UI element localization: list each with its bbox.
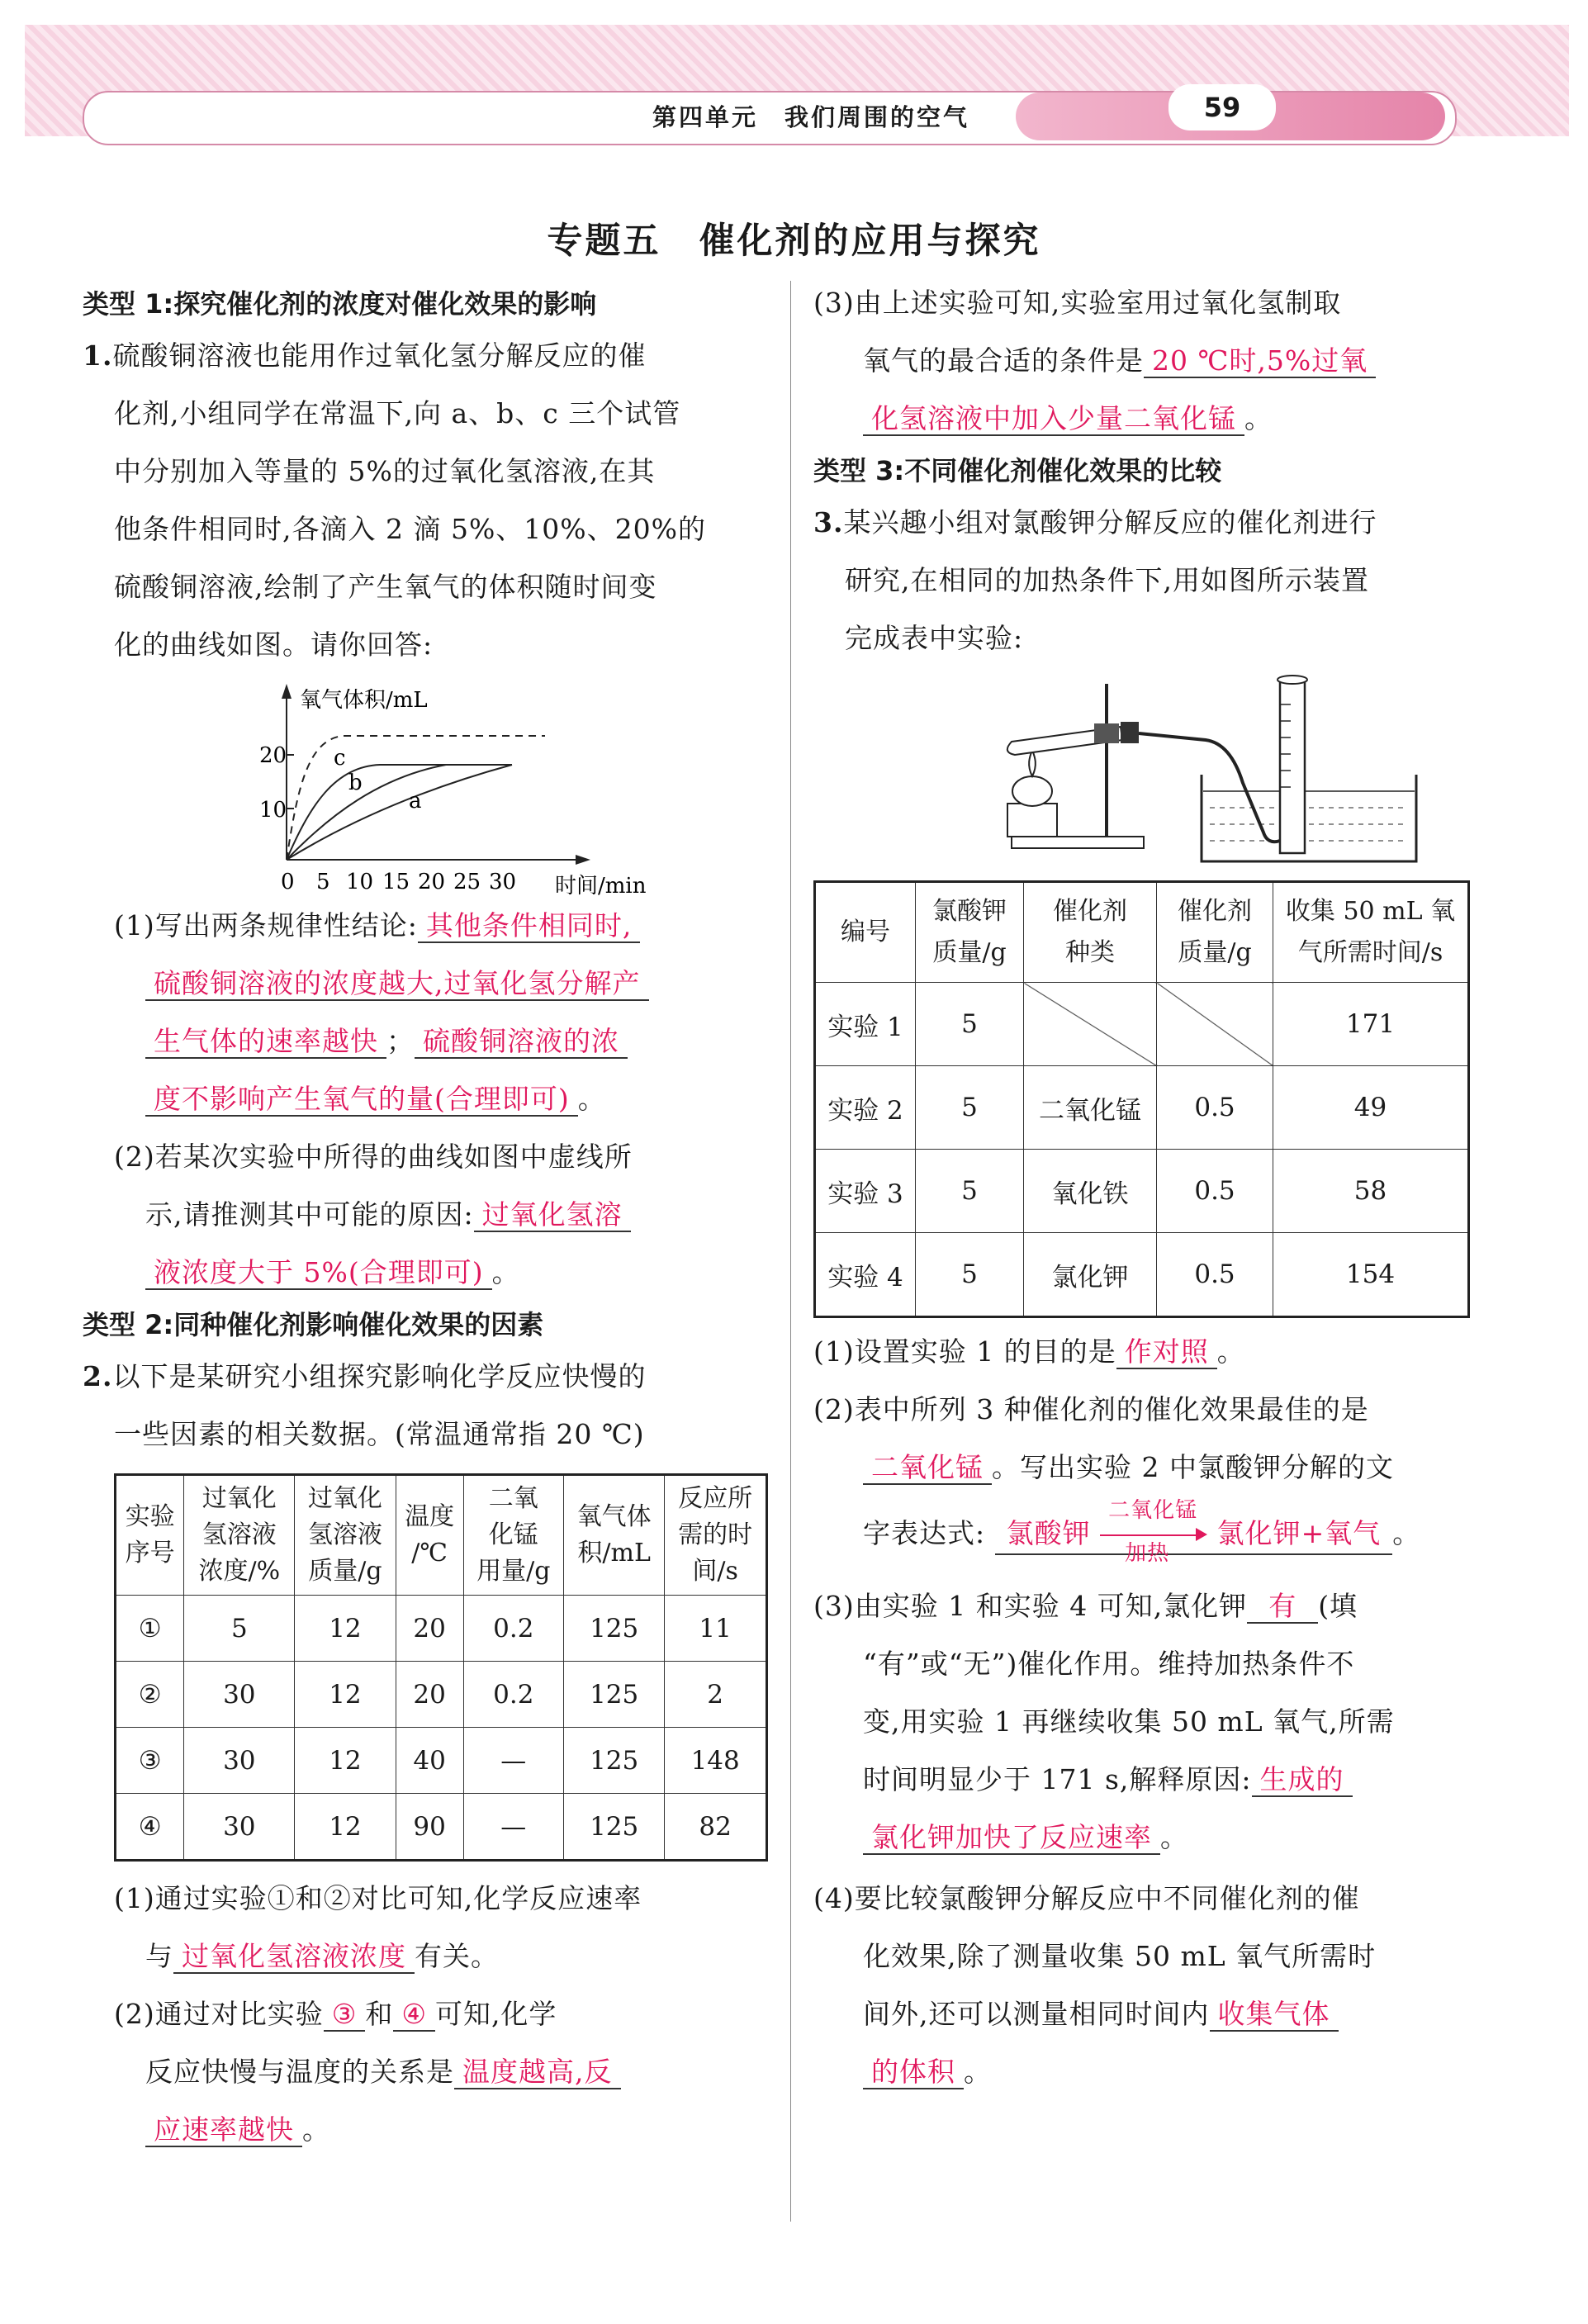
table-row: 实验 1 5 171 (815, 983, 1469, 1066)
word-equation (995, 1498, 1393, 1566)
alcohol-lamp (1012, 776, 1052, 806)
part-prefix: 间外,还可以测量相同时间内 (863, 1998, 1210, 2030)
part-prefix: 与 (145, 1940, 173, 1972)
q1-line: 化剂,小组同学在常温下,向 a、b、c 三个试管 (114, 397, 681, 429)
right-column (813, 281, 1499, 2101)
x-tick: 25 (453, 870, 481, 894)
part-line: 化效果,除了测量收集 50 mL 氧气所需时 (863, 1940, 1377, 1972)
answer-blank: 应速率越快 (145, 2113, 302, 2147)
reaction-rate-table (114, 1473, 768, 1862)
empty-diagonal-cell (1157, 983, 1273, 1066)
header-cell: 催化剂 质量/g (1157, 882, 1273, 983)
answer-blank: 度不影响产生氧气的量(合理即可) (145, 1083, 578, 1117)
stand-base (1012, 837, 1144, 848)
header-cell: 催化剂 种类 (1024, 882, 1157, 983)
table-row: ④ 30 12 90 — 125 82 (116, 1794, 767, 1861)
page-title: 专题五 催化剂的应用与探究 (547, 221, 1041, 262)
part-line: (4)要比较氯酸钾分解反应中不同催化剂的催 (813, 1882, 1360, 1914)
curve-b (287, 765, 512, 860)
q3-part1 (813, 1323, 1499, 1381)
q2-part1 (83, 1870, 768, 1985)
part-suffix: 可知,化学 (434, 1998, 557, 2030)
period: 。 (302, 2113, 330, 2146)
part-prefix: 反应快慢与温度的关系是 (145, 2056, 454, 2088)
header-cell: 编号 (815, 882, 916, 983)
stopper (1121, 722, 1139, 743)
part-line: 变,用实验 1 再继续收集 50 mL 氧气,所需 (863, 1705, 1395, 1738)
column-divider (790, 281, 791, 2222)
answer-blank: 硫酸铜溶液的浓度越大,过氧化氢分解产 (145, 967, 649, 1001)
question-2 (83, 1348, 768, 1463)
q3-part4 (813, 1870, 1499, 2101)
header-cell: 过氧化 氢溶液 质量/g (295, 1475, 396, 1596)
period: 。 (964, 2056, 992, 2088)
left-column (83, 281, 768, 2159)
equation-reactant: 氯酸钾 (1006, 1517, 1091, 1549)
part-line: (3)由上述实验可知,实验室用过氧化氢制取 (813, 287, 1342, 319)
period: 。 (491, 1256, 520, 1288)
header-cell: 温度 /℃ (396, 1475, 463, 1596)
delivery-tube (1139, 733, 1280, 842)
y-tick-20: 20 (259, 743, 287, 768)
q2-number: 2. (83, 1360, 113, 1392)
q1-part2 (83, 1128, 768, 1302)
header-cell: 过氧化 氢溶液 浓度/% (184, 1475, 295, 1596)
curve-label-c: c (334, 746, 346, 771)
x-axis-label: 时间/min (555, 874, 647, 897)
answer-blank: 生气体的速率越快 (145, 1025, 386, 1059)
q1-line: 化的曲线如图。请你回答: (114, 628, 434, 661)
x-tick: 30 (489, 870, 517, 894)
header-cell: 氯酸钾 质量/g (916, 882, 1024, 983)
q3-part3 (813, 1577, 1499, 1866)
table-row: 实验 4 5 氯化钾 0.5 154 (815, 1233, 1469, 1317)
answer-blank: 液浓度大于 5%(合理即可) (145, 1256, 492, 1290)
header-cell: 收集 50 mL 氧 气所需时间/s (1273, 882, 1469, 983)
table-row: ① 5 12 20 0.2 125 11 (116, 1596, 767, 1662)
header-cell: 氧气体 积/mL (563, 1475, 664, 1596)
table-row: 实验 3 5 氧化铁 0.5 58 (815, 1150, 1469, 1233)
part-line: “有”或“无”)催化作用。维持加热条件不 (863, 1648, 1355, 1680)
x-tick: 0 (281, 870, 295, 894)
q2-line: 一些因素的相关数据。(常温通常指 20 ℃) (114, 1418, 645, 1450)
header-cell: 二氧 化锰 用量/g (463, 1475, 563, 1596)
lamp-block (1007, 804, 1057, 837)
table-row: 实验 2 5 二氧化锰 0.5 49 (815, 1066, 1469, 1150)
q2-part2 (83, 1985, 768, 2159)
period: 。 (577, 1083, 606, 1115)
q1-line: 硫酸铜溶液也能用作过氧化氢分解反应的催 (112, 339, 647, 372)
equation-products: 氯化钾+氧气 (1216, 1517, 1382, 1549)
period: 。 (1160, 1821, 1188, 1853)
water-trough (1202, 775, 1416, 861)
y-tick-10: 10 (259, 798, 287, 823)
x-tick: 10 (346, 870, 374, 894)
table-header-row (815, 882, 1469, 983)
table-row: ③ 30 12 40 — 125 148 (116, 1728, 767, 1794)
answer-blank: 化氢溶液中加入少量二氧化锰 (863, 402, 1244, 436)
part-prefix: 示,请推测其中可能的原因: (145, 1198, 474, 1231)
part-line: (2)若某次实验中所得的曲线如图中虚线所 (114, 1141, 633, 1173)
flame-icon (1029, 750, 1036, 776)
part-suffix: 。写出实验 2 中氯酸钾分解的文 (992, 1451, 1394, 1483)
answer-blank: 的体积 (863, 2056, 964, 2089)
q3-number: 3. (813, 506, 844, 538)
x-axis-arrow (576, 855, 590, 865)
part-suffix: (填 (1318, 1590, 1358, 1622)
x-tick-labels (281, 870, 516, 894)
part-prefix: 氧气的最合适的条件是 (863, 344, 1144, 377)
table-header-row (116, 1475, 767, 1596)
q1-line: 硫酸铜溶液,绘制了产生氧气的体积随时间变 (114, 571, 657, 603)
type3-heading: 类型 3:不同催化剂催化效果的比较 (813, 455, 1222, 486)
answer-blank: 其他条件相同时, (418, 909, 641, 943)
q1-line: 中分别加入等量的 5%的过氧化氢溶液,在其 (114, 455, 656, 487)
separator: ； (386, 1025, 415, 1057)
x-tick: 5 (316, 870, 330, 894)
y-axis-label: 氧气体积/mL (300, 688, 428, 713)
header-cell: 反应所 需的时 间/s (665, 1475, 767, 1596)
period: 。 (1244, 402, 1273, 434)
part-prefix: 时间明显少于 171 s,解释原因: (863, 1763, 1252, 1795)
q2-part3 (813, 274, 1499, 448)
answer-blank: 温度越高,反 (454, 2056, 621, 2089)
graduated-cylinder (1280, 680, 1305, 853)
part-line: (1)通过实验①和②对比可知,化学反应速率 (114, 1882, 642, 1914)
q3-line: 某兴趣小组对氯酸钾分解反应的催化剂进行 (843, 506, 1377, 538)
conjunction: 和 (365, 1998, 394, 2030)
header-cell: 实验 序号 (116, 1475, 184, 1596)
x-tick: 20 (418, 870, 446, 894)
q3-line: 完成表中实验: (845, 622, 1024, 654)
y-tick-labels (259, 743, 294, 823)
page-number: 59 (1168, 84, 1276, 130)
answer-blank: 过氧化氢溶液浓度 (173, 1940, 415, 1974)
answer-blank: 有 (1247, 1590, 1318, 1624)
unit-title: 第四单元 我们周围的空气 (652, 103, 970, 131)
answer-blank: 20 ℃时,5%过氧 (1144, 344, 1376, 378)
period: 。 (1216, 1335, 1245, 1368)
answer-blank: 作对照 (1116, 1335, 1217, 1369)
answer-blank: 收集气体 (1210, 1998, 1339, 2032)
answer-blank: 过氧化氢溶 (474, 1198, 631, 1232)
period: 。 (1392, 1517, 1421, 1549)
clamp (1094, 723, 1119, 743)
part-prefix: 字表达式: (863, 1517, 986, 1549)
x-tick: 15 (382, 870, 410, 894)
q1-number: 1. (83, 339, 113, 372)
q2-line: 以下是某研究小组探究影响化学反应快慢的 (112, 1360, 647, 1392)
oxygen-volume-graph (83, 674, 768, 897)
type1-heading: 类型 1:探究催化剂的浓度对催化效果的影响 (83, 288, 597, 320)
part-prefix: (2)通过对比实验 (114, 1998, 324, 2030)
type2-heading: 类型 2:同种催化剂影响催化效果的因素 (83, 1309, 544, 1340)
catalyst-comparison-table (813, 880, 1470, 1318)
apparatus-illustration (813, 667, 1499, 866)
answer-blank: ④ (393, 1998, 435, 2032)
q3-line: 研究,在相同的加热条件下,用如图所示装置 (845, 564, 1369, 596)
q1-part1 (83, 897, 768, 1128)
answer-blank: 硫酸铜溶液的浓 (415, 1025, 628, 1059)
arrow-condition: 加热 (1125, 1541, 1170, 1566)
answer-blank: 二氧化锰 (863, 1451, 992, 1485)
q1-line: 他条件相同时,各滴入 2 滴 5%、10%、20%的 (114, 513, 707, 545)
y-axis-arrow (282, 684, 292, 699)
part-prefix: (3)由实验 1 和实验 4 可知,氯化钾 (813, 1590, 1248, 1622)
answer-blank: 生成的 (1252, 1763, 1353, 1797)
table-row: ② 30 12 20 0.2 125 2 (116, 1662, 767, 1728)
empty-diagonal-cell (1024, 983, 1157, 1066)
arrow-catalyst: 二氧化锰 (1108, 1498, 1198, 1523)
question-3 (813, 494, 1499, 667)
curve-label-a: a (409, 789, 422, 813)
answer-blank: 氯化钾加快了反应速率 (863, 1821, 1160, 1855)
part-line: (2)表中所列 3 种催化剂的催化效果最佳的是 (813, 1393, 1369, 1425)
part-suffix: 有关。 (415, 1940, 499, 1972)
question-1 (83, 327, 768, 674)
q3-part2 (813, 1381, 1499, 1571)
part-prefix: (1)写出两条规律性结论: (114, 909, 418, 941)
answer-blank: ③ (324, 1998, 366, 2032)
curve-label-b: b (348, 771, 363, 795)
part-prefix: (1)设置实验 1 的目的是 (813, 1335, 1116, 1368)
reaction-arrow (1100, 1498, 1207, 1566)
